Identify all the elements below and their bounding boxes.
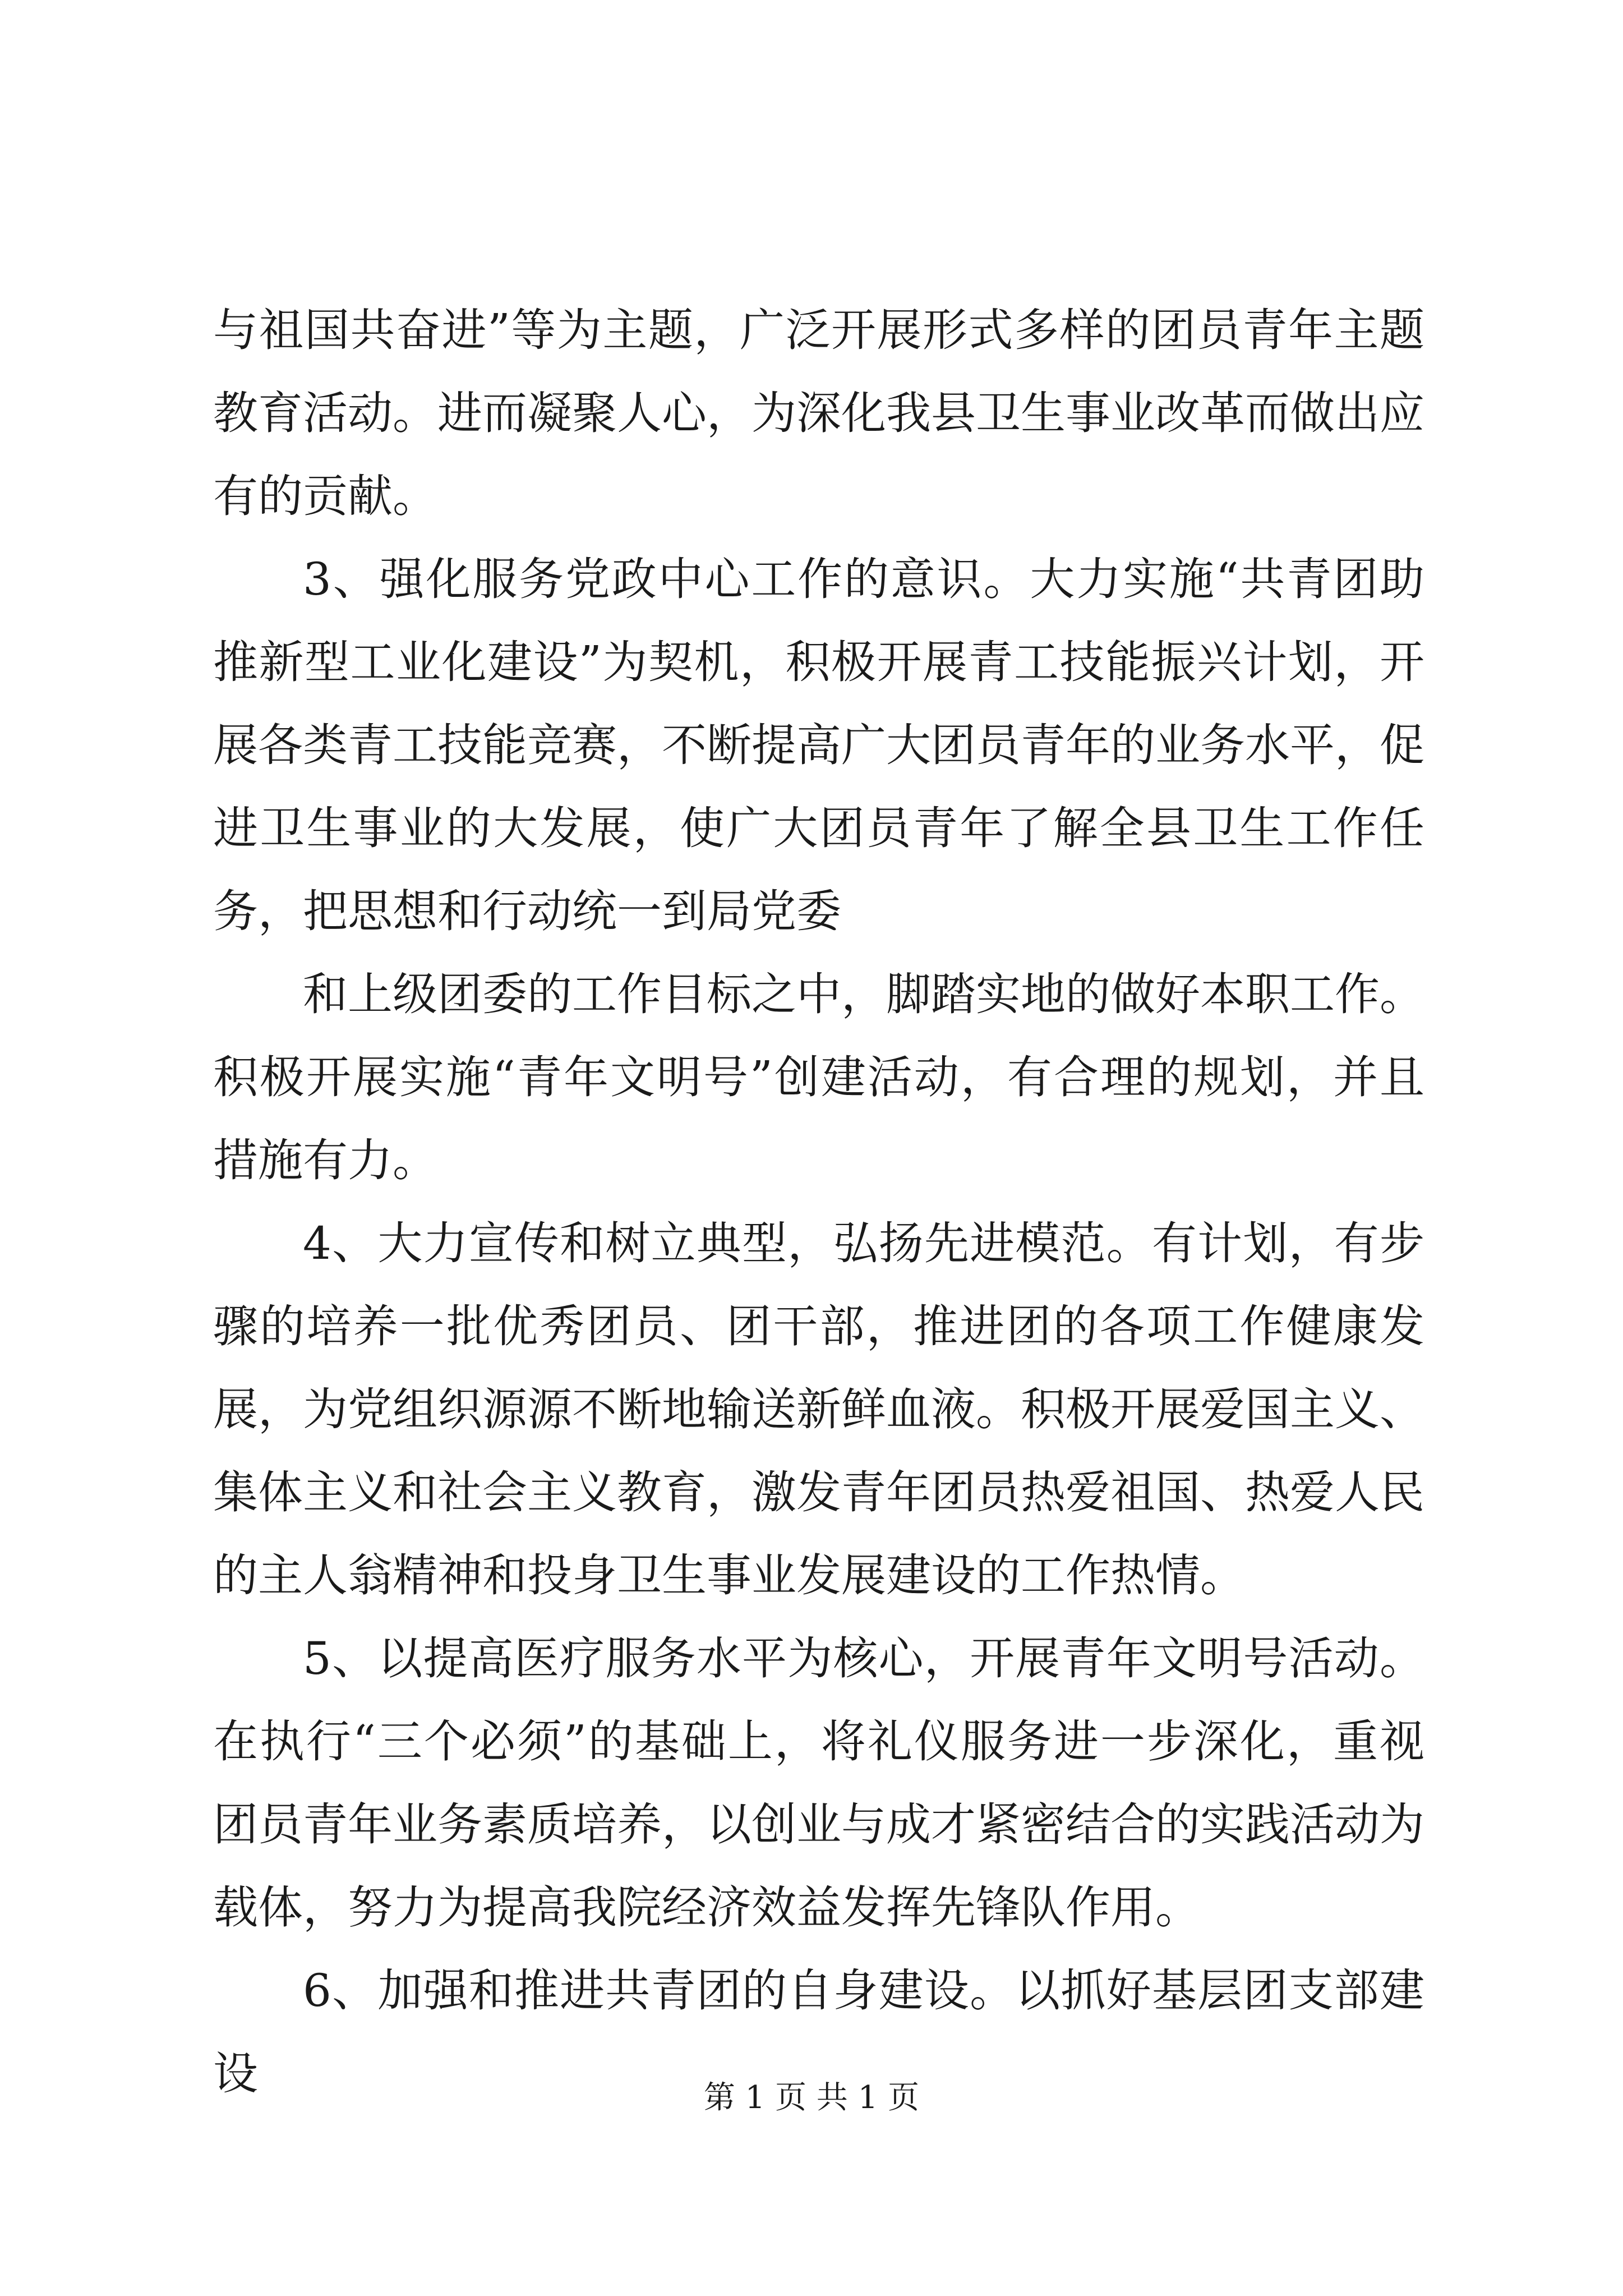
- paragraph-item-3-continued: 和上级团委的工作目标之中，脚踏实地的做好本职工作。积极开展实施“青年文明号”创建活动，有合理的规划，并且措施有力。: [213, 968, 1424, 1186]
- paragraph-continuation: 与祖国共奋进”等为主题，广泛开展形式多样的团员青年主题教育活动。进而凝聚人心，为深化我县卫生事业改革而做出应有的贡献。: [213, 304, 1424, 522]
- page-footer: 第 1 页 共 1 页: [703, 2079, 920, 2116]
- paragraph-item-4: 4、大力宣传和树立典型，弘扬先进模范。有计划，有步骤的培养一批优秀团员、团干部，推进团的各项工作健康发展，为党组织源源不断地输送新鲜血液。积极开展爱国主义、集体主义和社会主义教育，激发青年团员热爱祖国、热爱人民的主人翁精神和投身卫生事业发展建设的工作热情。: [213, 1217, 1424, 1602]
- paragraph-item-3: 3、强化服务党政中心工作的意识。大力实施“共青团助推新型工业化建设”为契机，积极开展青工技能振兴计划，开展各类青工技能竞赛，不断提高广大团员青年的业务水平，促进卫生事业的大发展，使广大团员青年了解全县卫生工作任务，把思想和行动统一到局党委: [213, 553, 1424, 937]
- paragraph-item-6: 6、加强和推进共青团的自身建设。以抓好基层团支部建设: [213, 1964, 1424, 2100]
- document-body: [213, 289, 1424, 2115]
- paragraph-item-5: 5、以提高医疗服务水平为核心，开展青年文明号活动。在执行“三个必须”的基础上，将礼仪服务进一步深化，重视团员青年业务素质培养，以创业与成才紧密结合的实践活动为载体，努力为提高我院经济效益发挥先锋队作用。: [213, 1632, 1424, 1934]
